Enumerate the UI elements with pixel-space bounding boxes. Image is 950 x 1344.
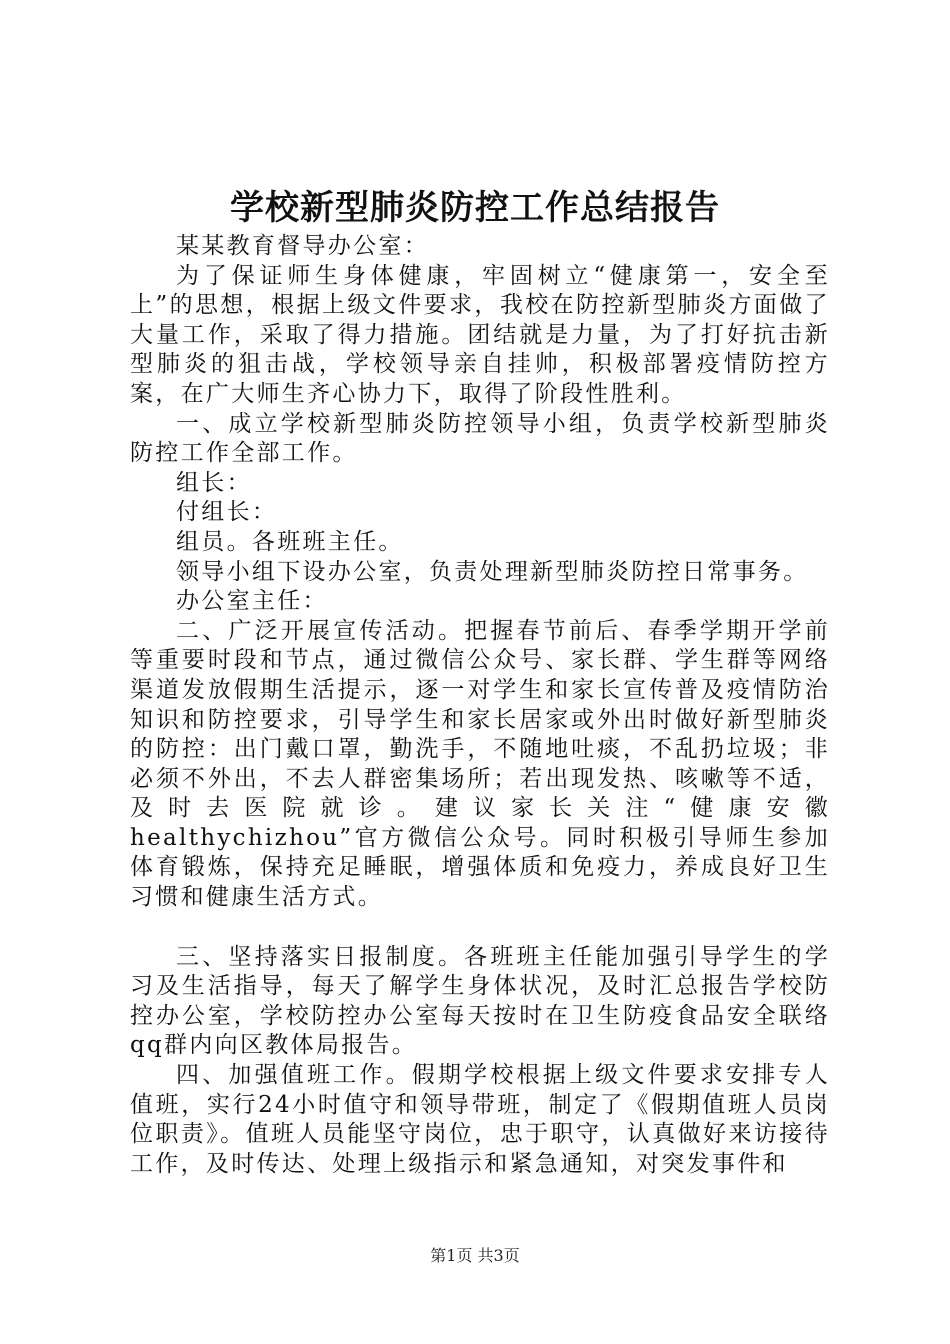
- paragraph-deputy-leader: 付组长：: [176, 499, 278, 526]
- paragraph-leader: 组长：: [176, 469, 252, 496]
- paragraph-section-2: 二、广泛开展宣传活动。把握春节前后、春季学期开学前等重要时段和节点，通过微信公众号、家长群、学生群等网络渠道发放假期生活提示，逐一对学生和家长宣传普及疫情防治知识和防控要求，引导学生和家长居家或外出时做好新型肺炎的防控：出门戴口罩，勤洗手，不随地吐痰，不乱扔垃圾；非必须不外出，不去人群密集场所；若出现发热、咳嗽等不适，及时去医院就诊。建议家长关注“健康安徽healthychizhou”官方微信公众号。同时积极引导师生参加体育锻炼，保持充足睡眠，增强体质和免疫力，养成良好卫生习惯和健康生活方式。: [130, 617, 830, 911]
- page-number: 第1页 共3页: [430, 1246, 520, 1265]
- paragraph-office: 领导小组下设办公室，负责处理新型肺炎防控日常事务。: [176, 558, 809, 585]
- paragraph-intro: 为了保证师生身体健康，牢固树立“健康第一，安全至上”的思想，根据上级文件要求，我校在防控新型肺炎方面做了大量工作，采取了得力措施。团结就是力量，为了打好抗击新型肺炎的狙击战，学校领导亲自挂帅，积极部署疫情防控方案，在广大师生齐心协力下，取得了阶段性胜利。: [130, 262, 830, 407]
- paragraph-spacer: [130, 913, 830, 943]
- paragraph-section-3: 三、坚持落实日报制度。各班班主任能加强引导学生的学习及生活指导，每天了解学生身体状况，及时汇总报告学校防控办公室，学校防控办公室每天按时在卫生防疫食品安全联络qq群内向区教体局报告。: [130, 943, 830, 1059]
- paragraph-section-4: 四、加强值班工作。假期学校根据上级文件要求安排专人值班，实行24小时值守和领导带班，制定了《假期值班人员岗位职责》。值班人员能坚守岗位，忠于职守，认真做好来访接待工作，及时传达、处理上级指示和紧急通知，对突发事件和: [130, 1062, 830, 1177]
- paragraph-section-1: 一、成立学校新型肺炎防控领导小组，负责学校新型肺炎防控工作全部工作。: [130, 410, 830, 467]
- paragraph-office-director: 办公室主任：: [176, 588, 328, 615]
- document-title: 学校新型肺炎防控工作总结报告: [230, 188, 720, 228]
- paragraph-members: 组员。各班班主任。: [176, 528, 404, 555]
- salutation: 某某教育督导办公室：: [176, 233, 429, 259]
- document-body: [130, 232, 830, 1179]
